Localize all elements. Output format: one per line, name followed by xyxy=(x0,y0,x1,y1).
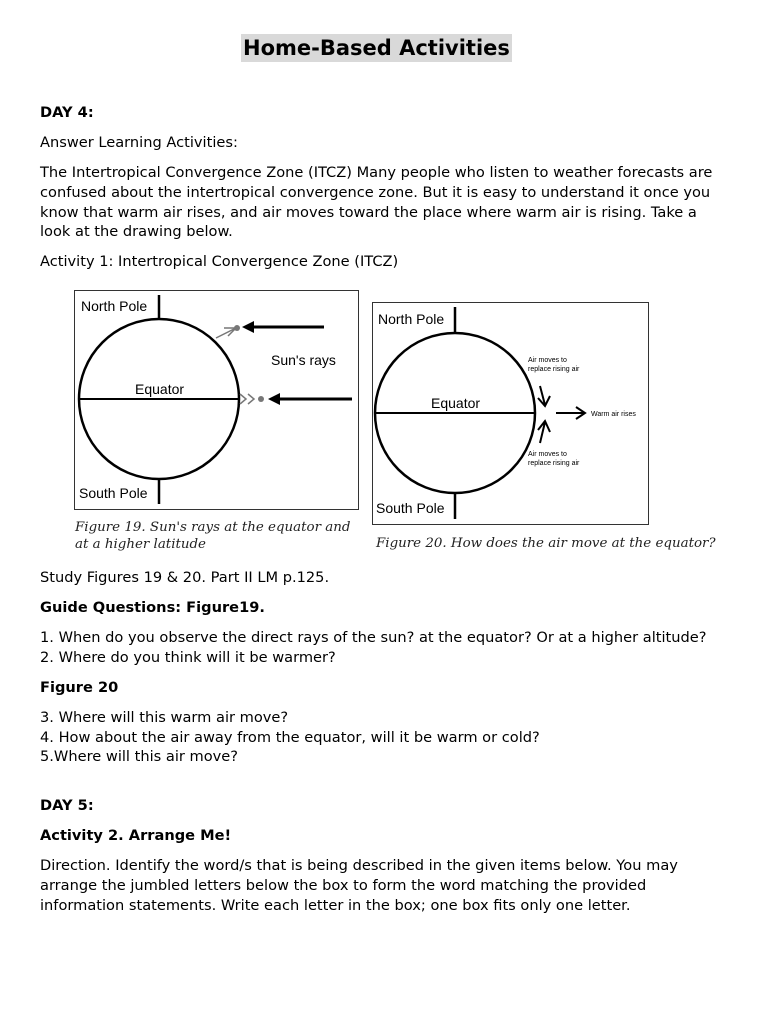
fig19-north-pole-label: North Pole xyxy=(81,298,148,314)
figure-19-caption xyxy=(75,519,350,553)
activity2-direction: Direction. Identify the word/s that is being described in the given items below. You may arrange the jumbled letters below the box to form the word matching the provided information statements. Write each letter in the box; one box fits only one letter. xyxy=(40,857,678,914)
fig19-south-pole-label: South Pole xyxy=(79,485,148,501)
question-2: 2. Where do you think will it be warmer? xyxy=(40,649,336,666)
figure-19-caption-line1: Figure 19. Sun's rays at the equator and xyxy=(75,520,351,535)
question-4: 4. How about the air away from the equator, will it be warm or cold? xyxy=(40,729,540,746)
fig20-air-top-line1: Air moves to xyxy=(528,357,567,364)
question-3: 3. Where will this warm air move? xyxy=(40,709,289,726)
fig20-air-top-line2: replace rising air xyxy=(528,366,580,373)
fig20-equator-label: Equator xyxy=(431,395,481,411)
answer-label: Answer Learning Activities: xyxy=(40,134,238,151)
day5-heading: DAY 5: xyxy=(40,797,94,814)
activity1-label: Activity 1: Intertropical Convergence Zone (ITCZ) xyxy=(40,253,399,270)
page-title: Home-Based Activities xyxy=(243,36,510,60)
study-note: Study Figures 19 & 20. Part II LM p.125. xyxy=(40,569,330,586)
question-1: 1. When do you observe the direct rays of the sun? at the equator? Or at a higher altitude? xyxy=(40,629,707,646)
fig20-air-bottom-line2: replace rising air xyxy=(528,460,580,467)
fig20-north-pole-label: North Pole xyxy=(378,311,445,327)
figure-19-diagram xyxy=(74,290,360,512)
figure-20-diagram xyxy=(372,302,652,528)
day4-heading: DAY 4: xyxy=(40,104,94,121)
figure-19-caption-line2: at a higher latitude xyxy=(75,537,206,552)
fig19-equator-label: Equator xyxy=(135,381,185,397)
figure-20-heading: Figure 20 xyxy=(40,679,119,696)
fig19-suns-rays-label: Sun's rays xyxy=(271,352,336,368)
guide-questions-heading: Guide Questions: Figure19. xyxy=(40,599,265,616)
fig20-warm-air-label: Warm air rises xyxy=(591,411,636,418)
itcz-intro: The Intertropical Convergence Zone (ITCZ) Many people who listen to weather forecasts are confused about the intertropical convergence zone. But it is easy to understand it once you know that warm air rises, and air moves toward the place where warm air is rising. Take a look at the drawing below. xyxy=(40,164,713,241)
fig20-air-bottom-line1: Air moves to xyxy=(528,451,567,458)
fig20-south-pole-label: South Pole xyxy=(376,500,445,516)
figure-20-caption: Figure 20. How does the air move at the equator? xyxy=(376,536,716,551)
question-5: 5.Where will this air move? xyxy=(40,748,239,765)
activity2-heading: Activity 2. Arrange Me! xyxy=(40,827,232,844)
